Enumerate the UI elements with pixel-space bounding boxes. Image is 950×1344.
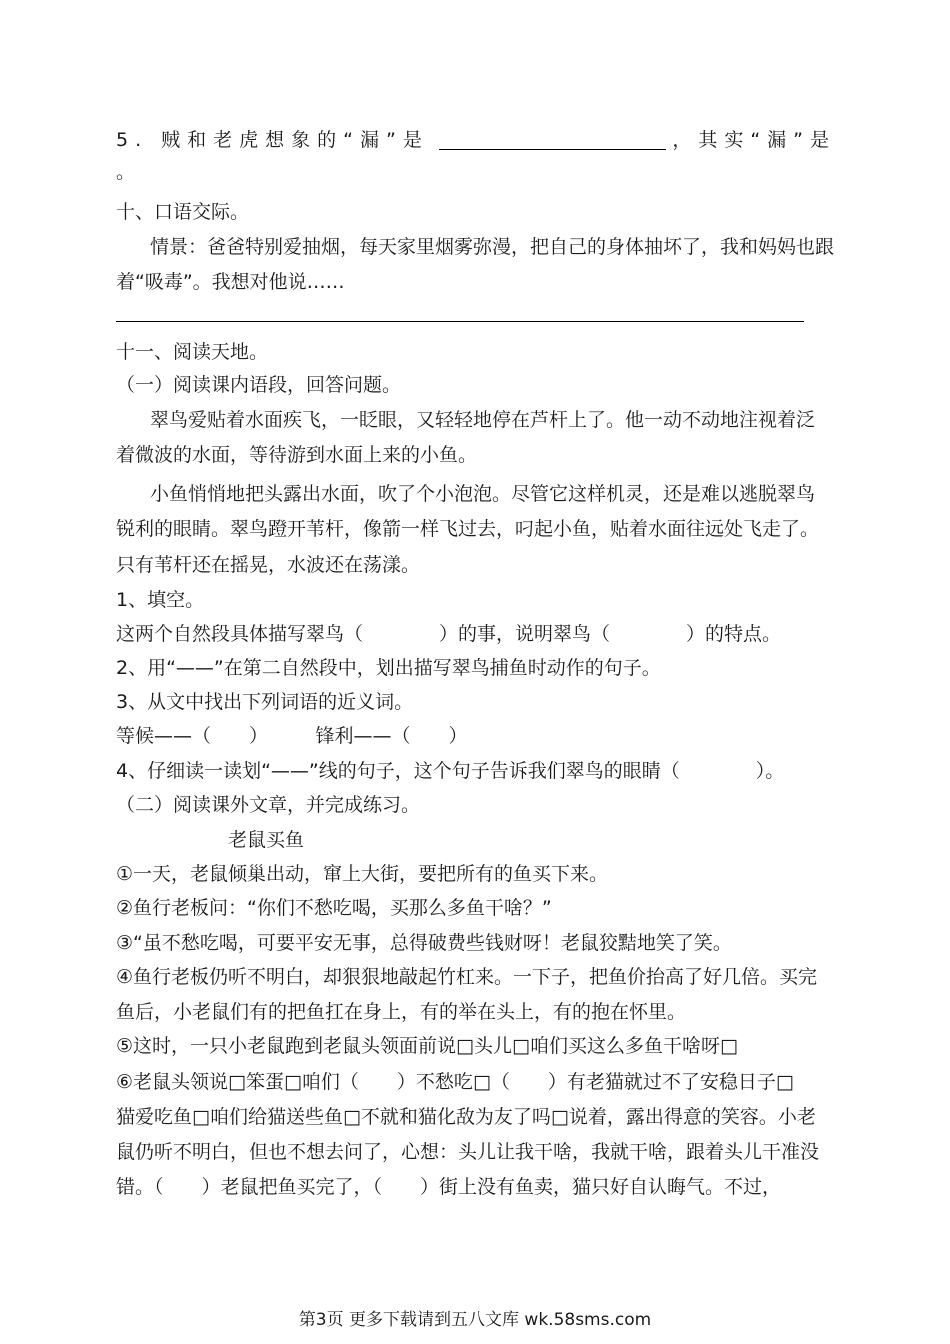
text-line: 猫爱吃鱼□咱们给猫送些鱼□不就和猫化敌为友了吗□说着，露出得意的笑容。小老 [116,1106,816,1128]
answer-blank[interactable] [439,129,666,150]
text-line: ⑤这时，一只小老鼠跑到老鼠头领面前说□头儿□咱们买这么多鱼干啥呀□ [116,1035,738,1057]
text-line: 着“吸毒”。我想对他说…… [116,271,345,293]
question-5-text-b: ，其实“漏”是 [672,129,836,151]
text-line: 鱼后，小老鼠们有的把鱼扛在身上，有的举在头上，有的抱在怀里。 [116,1001,687,1023]
subsection-heading: （一）阅读课内语段，回答问题。 [116,374,402,396]
text-line: 锐利的眼睛。翠鸟蹬开苇杆，像箭一样飞过去，叼起小鱼，贴着水面往远处飞走了。 [116,518,820,540]
text-line: 只有苇杆还在摇晃，水波还在荡漾。 [116,554,421,576]
text-line: ①一天，老鼠倾巢出动，窜上大街，要把所有的鱼买下来。 [116,863,609,885]
text-line: 这两个自然段具体描写翠鸟（ ）的事，说明翠鸟（ ）的特点。 [116,623,782,645]
question-5-line [116,129,836,150]
question-5-text-a: 5. 贼和老虎想象的“漏”是 [116,129,429,151]
text-line: 情景：爸爸特别爱抽烟，每天家里烟雾弥漫，把自己的身体抽坏了，我和妈妈也跟 [150,236,835,258]
text-line: 小鱼悄悄地把头露出水面，吹了个小泡泡。尽管它这样机灵，还是难以逃脱翠鸟 [150,483,816,505]
section-heading: 十一、阅读天地。 [116,341,269,363]
page-footer: 第3页 更多下载请到五八文库 wk.58sms.com [298,1310,652,1330]
question-heading: 2、用“——”在第二自然段中，划出描写翠鸟捕鱼时动作的句子。 [116,657,661,679]
text-line: 等候——（ ） 锋利——（ ） [116,725,468,747]
text-line: 。 [116,161,136,183]
question-heading: 1、填空。 [116,589,205,611]
text-line: ⑥老鼠头领说□笨蛋□咱们（ ）不愁吃□（ ）有老猫就过不了安稳日子□ [116,1071,794,1093]
text-line: 着微波的水面，等待游到水面上来的小鱼。 [116,444,478,466]
question-heading: 3、从文中找出下列词语的近义词。 [116,691,414,713]
question-heading: 4、仔细读一读划“——”线的句子，这个句子告诉我们翠鸟的眼睛（ ）。 [116,760,785,782]
text-line: 翠鸟爱贴着水面疾飞，一眨眼，又轻轻地停在芦杆上了。他一动不动地注视着泛 [150,409,816,431]
text-line: ③“虽不愁吃喝，可要平安无事，总得破费些钱财呀！老鼠狡黠地笑了笑。 [116,932,732,954]
article-title: 老鼠买鱼 [228,829,305,851]
section-heading: 十、口语交际。 [116,201,250,223]
text-line: ④鱼行老板仍听不明白，却狠狠地敲起竹杠来。一下子，把鱼价抬高了好几倍。买完 [116,966,818,988]
text-line: ②鱼行老板问：“你们不愁吃喝，买那么多鱼干啥？” [116,897,552,919]
answer-line[interactable] [116,321,804,322]
subsection-heading: （二）阅读课外文章，并完成练习。 [116,794,421,816]
text-line: 错。（ ）老鼠把鱼买完了，（ ）街上没有鱼卖，猫只好自认晦气。不过， [116,1176,782,1198]
text-line: 鼠仍听不明白，但也不想去问了，心想：头儿让我干啥，我就干啥，跟着头儿干准没 [116,1141,820,1163]
